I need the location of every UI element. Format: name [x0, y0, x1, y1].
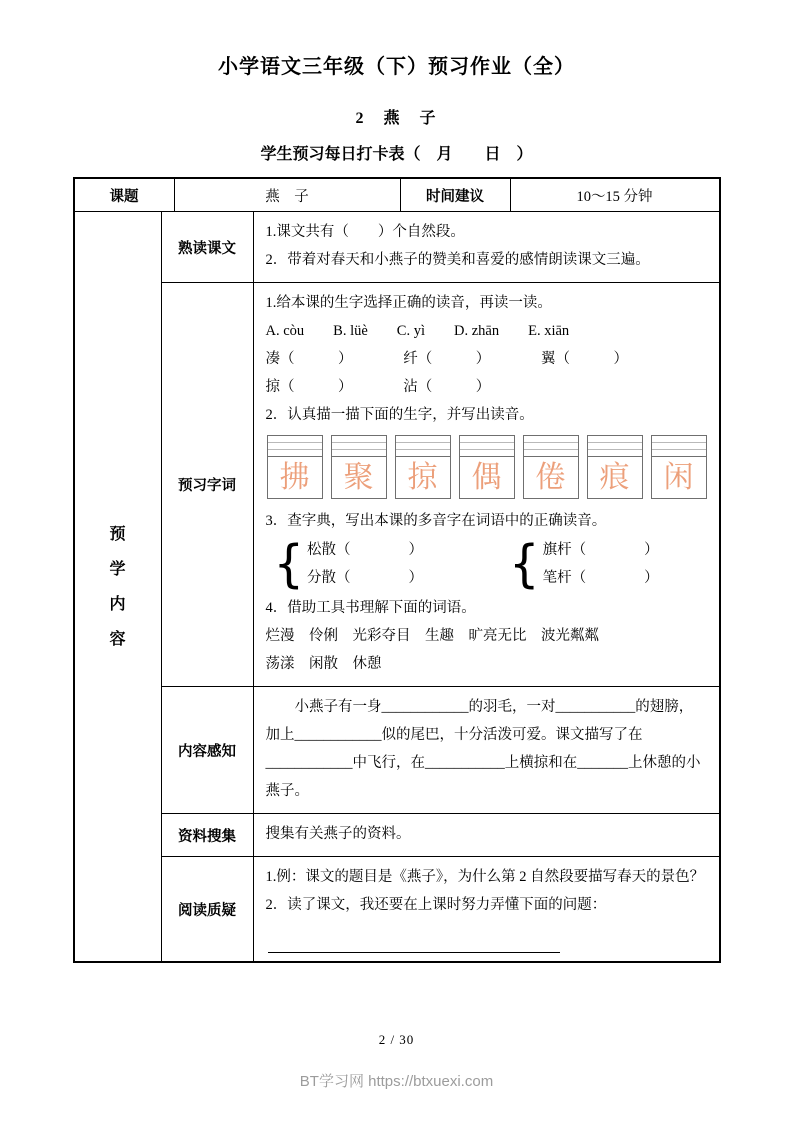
- section-rows: [162, 212, 719, 961]
- section-label: 资料搜集: [162, 814, 254, 856]
- pinyin-ruled-lines: [268, 436, 322, 457]
- polyphone-group-san: [274, 536, 424, 592]
- character-trace-grid: [267, 435, 707, 499]
- trace-box: [651, 435, 707, 499]
- trace-character: 拂: [279, 460, 310, 494]
- vertical-label-char: 预: [109, 525, 126, 543]
- header-topic-label: 课题: [75, 179, 175, 211]
- vocabulary-line-2: 荡漾 闲散 休憩: [265, 656, 382, 672]
- vocabulary-line-1: 烂漫 伶俐 光彩夺目 生趣 旷亮无比 波光粼粼: [265, 628, 599, 644]
- trace-character: 偶: [471, 460, 502, 494]
- table-header-row: [75, 179, 719, 212]
- read-item-1: 1.课文共有（ ）个自然段。: [265, 224, 465, 240]
- section-label: 阅读质疑: [162, 857, 254, 961]
- trace-character: 痕: [599, 460, 630, 494]
- vertical-label-char: 容: [109, 630, 126, 648]
- pinyin-ruled-lines: [460, 436, 514, 457]
- section-content-perception: [162, 687, 719, 814]
- trace-box: [267, 435, 323, 499]
- question-example: 1.例：课文的题目是《燕子》，为什么第 2 自然段要描写春天的景色？: [265, 869, 705, 885]
- pick-row-2: 掠（ ） 沾（ ）: [265, 379, 491, 395]
- pick-row-1: 凑（ ） 纤（ ） 翼（ ）: [265, 351, 628, 367]
- pinyin-ruled-lines: [396, 436, 450, 457]
- pinyin-ruled-lines: [332, 436, 386, 457]
- site-watermark: BT学习网 https://btxuexi.com: [299, 1073, 494, 1090]
- polyphone-words: [307, 536, 423, 592]
- polyphone-group-gan: [509, 536, 659, 592]
- trace-box: [587, 435, 643, 499]
- read-item-2: 2．带着对春天和小燕子的赞美和喜爱的感情朗读课文三遍。: [265, 252, 650, 268]
- left-brace: {: [273, 534, 305, 594]
- collection-task: 搜集有关燕子的资料。: [265, 826, 411, 842]
- section-content: [254, 814, 719, 856]
- trace-character: 聚: [343, 460, 374, 494]
- section-reading-questions: [162, 857, 719, 961]
- worksheet-table: [73, 177, 721, 963]
- section-material-collection: [162, 814, 719, 857]
- trace-character: 倦: [535, 460, 566, 494]
- section-preview-words: [162, 283, 719, 687]
- words-q1: 1.给本课的生字选择正确的读音，再读一读。: [265, 295, 552, 311]
- page-number: 2 / 30: [378, 1032, 415, 1047]
- section-label: 预习字词: [162, 283, 254, 686]
- polyphone-word: 笔杆（ ）: [542, 570, 659, 586]
- words-q2: 2．认真描一描下面的生字，并写出读音。: [265, 407, 534, 423]
- polyphone-word: 松散（ ）: [307, 542, 424, 558]
- trace-box: [523, 435, 579, 499]
- polyphone-words: [543, 536, 659, 592]
- section-label: 熟读课文: [162, 212, 254, 282]
- section-content: [254, 212, 719, 282]
- trace-box: [395, 435, 451, 499]
- left-brace: {: [509, 534, 540, 594]
- words-q3: 3．查字典，写出本课的多音字在词语中的正确读音。: [265, 513, 607, 529]
- section-content: [254, 687, 719, 813]
- blank-answer-line: [268, 931, 560, 953]
- table-body: [75, 212, 719, 961]
- section-content: [254, 283, 719, 686]
- vertical-label-char: 学: [109, 560, 126, 578]
- pinyin-ruled-lines: [524, 436, 578, 457]
- polyphone-word: 分散（ ）: [307, 570, 424, 586]
- section-read-aloud: [162, 212, 719, 283]
- fill-in-blank-paragraph: 小燕子有一身____________的羽毛，一对___________的翅膀，加上____________似的尾巴，十分活泼可爱。课文描写了在____________中飞行，在___________上横掠和在_______上休憩的小燕子。: [265, 699, 701, 799]
- pinyin-ruled-lines: [652, 436, 706, 457]
- lesson-title: 2 燕 子: [355, 110, 438, 127]
- header-time-value: 10～15 分钟: [576, 188, 653, 205]
- checkin-subtitle: 学生预习每日打卡表（ 月 日 ）: [260, 146, 533, 163]
- pinyin-options: A. còu B. lüè C. yì D. zhān E. xiān: [265, 323, 570, 339]
- header-topic-value: 燕 子: [175, 179, 401, 211]
- polyphone-groups: [274, 536, 707, 592]
- trace-character: 闲: [663, 460, 694, 494]
- section-content: [254, 857, 719, 961]
- vertical-label-char: 内: [109, 595, 126, 613]
- pinyin-ruled-lines: [588, 436, 642, 457]
- header-time-label: 时间建议: [401, 179, 511, 211]
- trace-box: [331, 435, 387, 499]
- question-prompt: 2．读了课文，我还要在上课时努力弄懂下面的问题：: [265, 897, 607, 913]
- document-title: 小学语文三年级（下）预习作业（全）: [218, 56, 575, 78]
- words-q4: 4．借助工具书理解下面的词语。: [265, 600, 476, 616]
- trace-character: 掠: [407, 460, 438, 494]
- trace-box: [459, 435, 515, 499]
- section-label: 内容感知: [162, 687, 254, 813]
- polyphone-word: 旗杆（ ）: [542, 542, 659, 558]
- preview-content-vertical-label: [75, 212, 162, 961]
